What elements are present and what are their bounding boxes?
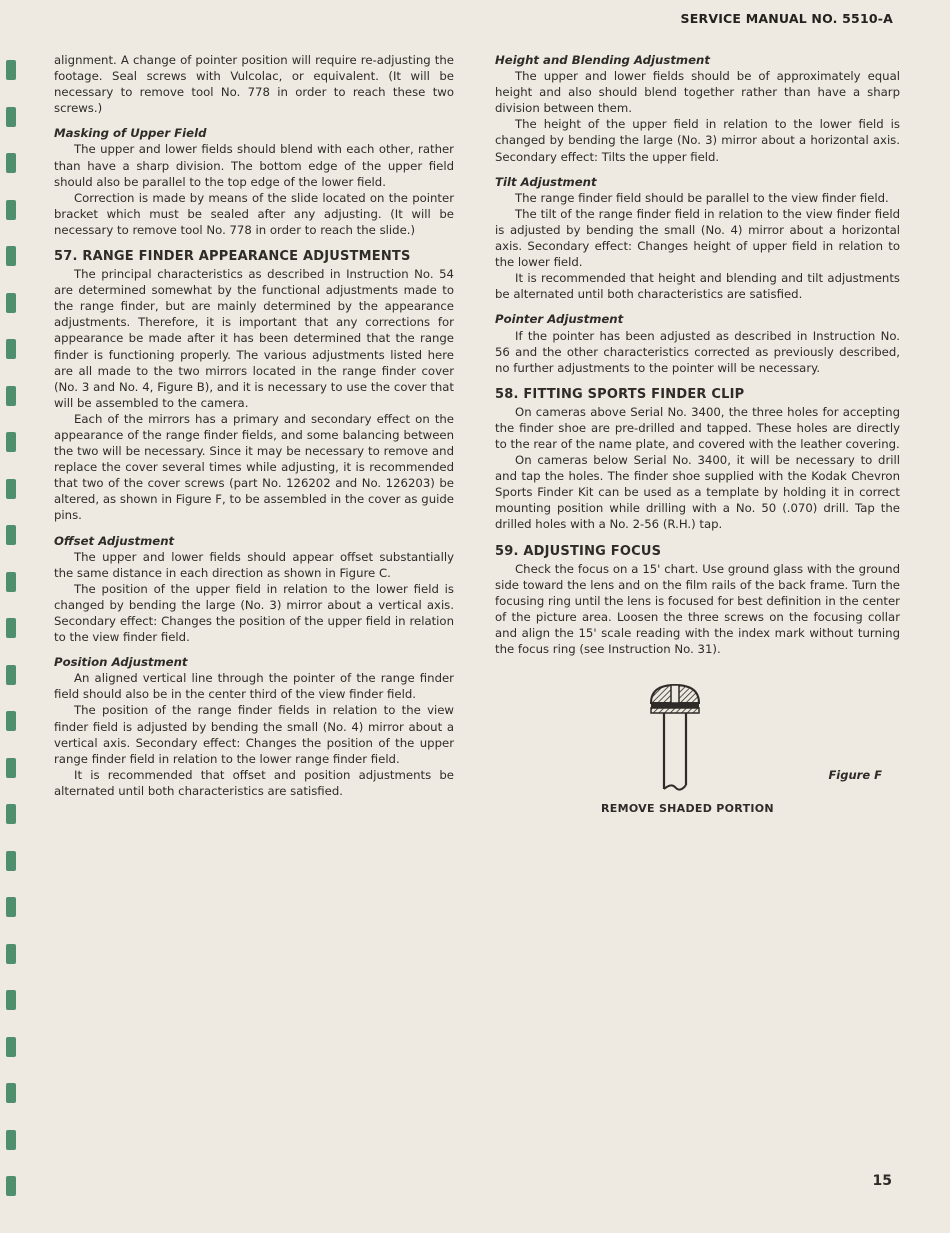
binder-tab: [6, 432, 16, 452]
paragraph: It is recommended that height and blending and tilt adjustments be alternated until both characteristics are satisfied.: [495, 271, 900, 302]
binder-tab: [6, 1083, 16, 1103]
binder-tab: [6, 897, 16, 917]
paragraph: The upper and lower fields should blend with each other, rather than have a sharp division. The bottom edge of the upper field should also be parallel to the top edge of the lower field.: [54, 142, 454, 189]
binder-tab: [6, 386, 16, 406]
page-number: 15: [872, 1173, 892, 1189]
binder-tab: [6, 107, 16, 127]
paragraph: The upper and lower fields should be of approximately equal height and also should blend together rather than have a sharp division between them.: [495, 69, 900, 116]
subheading-offset: Offset Adjustment: [54, 533, 175, 548]
paragraph: The upper and lower fields should appear offset substantially the same distance in each direction as shown in Figure C.: [54, 549, 454, 580]
binder-tab: [6, 1130, 16, 1150]
binder-tab: [6, 804, 16, 824]
right-column: [495, 52, 900, 816]
paragraph: An aligned vertical line through the pointer of the range finder field should also be in the center third of the view finder field.: [54, 671, 454, 702]
binder-tab: [6, 153, 16, 173]
section-58-heading: 58. FITTING SPORTS FINDER CLIP: [495, 386, 745, 402]
binder-tab: [6, 758, 16, 778]
paragraph: It is recommended that offset and position adjustments be alternated until both characteristics are satisfied.: [54, 767, 454, 798]
paragraph: Check the focus on a 15' chart. Use ground glass with the ground side toward the lens and on the film rails of the back frame. Turn the focusing ring until the lens is focused for best definition in the center of the picture area. Loosen the three screws on the focusing collar and align the 15' scale reading with the index mark without turning the focus ring (see Instruction No. 31).: [495, 561, 900, 656]
binder-tab: [6, 618, 16, 638]
binder-tabs: [0, 0, 26, 1233]
binder-tab: [6, 200, 16, 220]
figure-caption: REMOVE SHADED PORTION: [601, 802, 774, 816]
section-57-heading: 57. RANGE FINDER APPEARANCE ADJUSTMENTS: [54, 249, 411, 265]
figure-f: [495, 663, 900, 816]
figure-label: Figure F: [828, 768, 882, 783]
subheading-position: Position Adjustment: [54, 655, 188, 670]
binder-tab: [6, 572, 16, 592]
paragraph: On cameras above Serial No. 3400, the three holes for accepting the finder shoe are pre-drilled and tapped. These holes are directly to the rear of the name plate, and covered with the leather covering.: [495, 404, 900, 451]
binder-tab: [6, 246, 16, 266]
paragraph: Correction is made by means of the slide located on the pointer bracket which must be sealed after any adjusting. (It will be necessary to remove tool No. 778 in order to reach the slide.): [54, 190, 454, 237]
paragraph: alignment. A change of pointer position will require re-adjusting the footage. Seal screws with Vulcolac, or equivalent. (It will be necessary to remove tool No. 778 in order to reach these two screws.): [54, 53, 454, 116]
subheading-tilt: Tilt Adjustment: [495, 174, 597, 189]
binder-tab: [6, 1176, 16, 1196]
subheading-masking: Masking of Upper Field: [54, 126, 207, 141]
paragraph: The tilt of the range finder field in relation to the view finder field is adjusted by bending the small (No. 4) mirror about a horizontal axis. Secondary effect: Changes height of upper field in relation to the lower field.: [495, 206, 900, 270]
manual-header: SERVICE MANUAL NO. 5510-A: [680, 11, 893, 26]
paragraph: The position of the range finder fields in relation to the view finder field is adjusted by bending the small (No. 4) mirror about a vertical axis. Secondary effect: Changes the position of the upper range finder field in relation to the lower range finder field.: [54, 703, 454, 766]
binder-tab: [6, 293, 16, 313]
left-column: [54, 52, 454, 799]
paragraph: The position of the upper field in relation to the lower field is changed by bending the large (No. 3) mirror about a vertical axis. Secondary effect: Changes the position of the upper field in relation to the view finder field.: [54, 581, 454, 645]
binder-tab: [6, 479, 16, 499]
binder-tab: [6, 1037, 16, 1057]
binder-tab: [6, 851, 16, 871]
binder-tab: [6, 665, 16, 685]
binder-tab: [6, 944, 16, 964]
binder-tab: [6, 990, 16, 1010]
binder-tab: [6, 525, 16, 545]
paragraph: On cameras below Serial No. 3400, it will be necessary to drill and tap the holes. The finder shoe supplied with the Kodak Chevron Sports Finder Kit can be used as a template by holding it in correct mounting position while drilling with a No. 50 (.070) drill. Tap the drilled holes with a No. 2-56 (R.H.) tap.: [495, 453, 900, 532]
paragraph: The range finder field should be parallel to the view finder field.: [515, 190, 889, 205]
paragraph: The principal characteristics as described in Instruction No. 54 are determined somewhat by the functional adjustments made to the range finder, but are mainly determined by the appearance adjustments. Therefore, it is important that any corrections for appearance be made after it has been determined that the range finder is functioning properly. The various adjustments listed here are all made to the two mirrors located in the range finder cover (No. 3 and No. 4, Figure B), and it is necessary to use the cover that will be assembled to the camera.: [54, 267, 454, 410]
subheading-height: Height and Blending Adjustment: [495, 53, 710, 67]
subheading-pointer: Pointer Adjustment: [495, 312, 624, 327]
paragraph: The height of the upper field in relation to the lower field is changed by bending the large (No. 3) mirror about a horizontal axis. Secondary effect: Tilts the upper field.: [495, 117, 900, 164]
section-59-heading: 59. ADJUSTING FOCUS: [495, 543, 662, 559]
paragraph: If the pointer has been adjusted as described in Instruction No. 56 and the other characteristics corrected as previously described, no further adjustments to the pointer will be necessary.: [495, 328, 900, 375]
binder-tab: [6, 711, 16, 731]
binder-tab: [6, 339, 16, 359]
binder-tab: [6, 60, 16, 80]
paragraph: Each of the mirrors has a primary and secondary effect on the appearance of the range finder fields, and some balancing between the two will be necessary. Since it may be necessary to remove and replace the cover several times while adjusting, it is recommended that two of the cover screws (part No. 126202 and No. 126203) be altered, as shown in Figure F, to be assembled in the cover as guide pins.: [54, 411, 454, 523]
screw-diagram: [645, 681, 705, 801]
